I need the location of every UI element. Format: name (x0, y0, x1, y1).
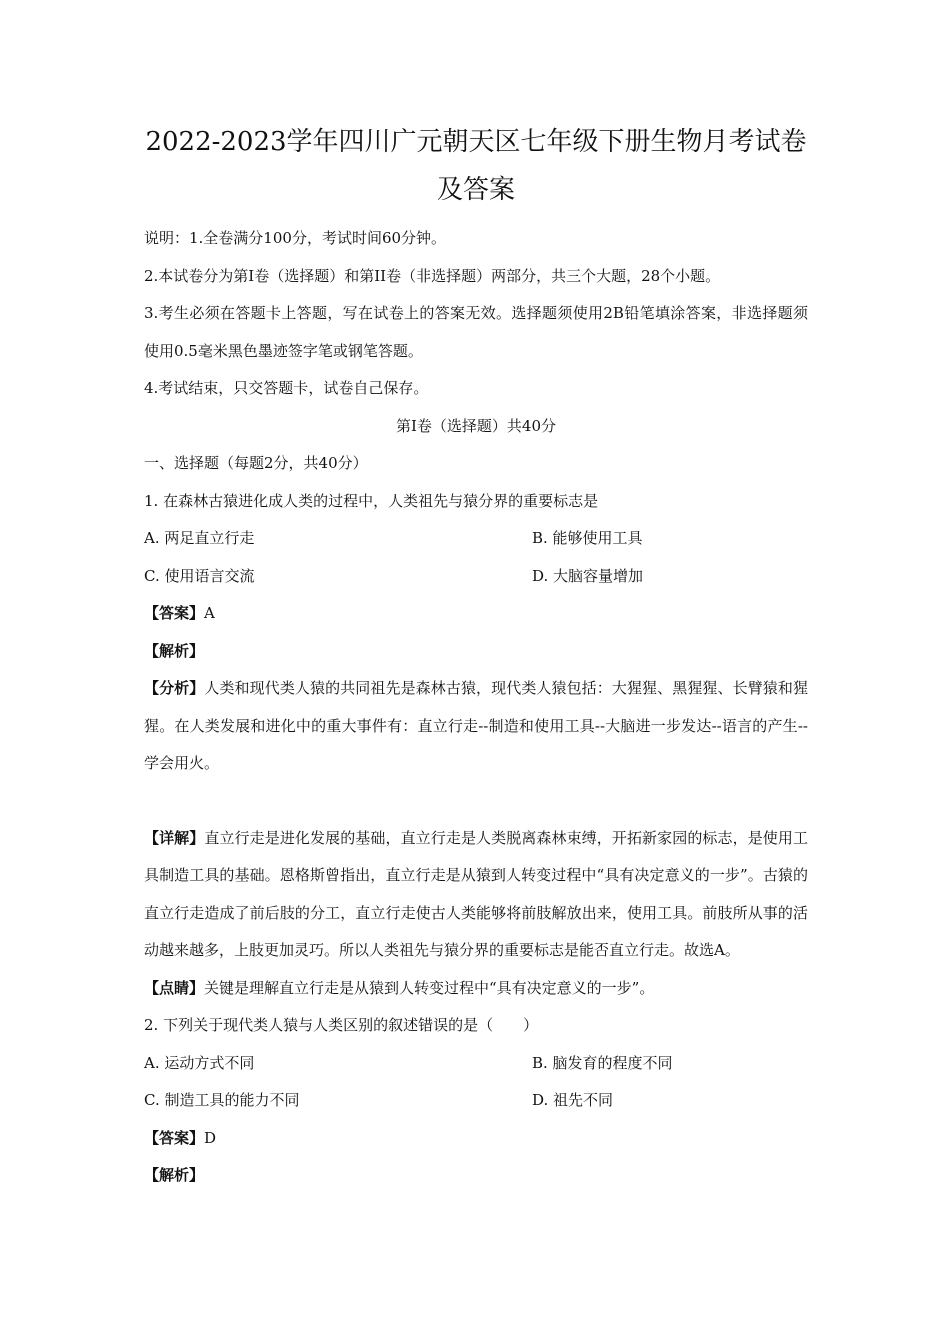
note-4: 4.考试结束，只交答题卡，试卷自己保存。 (144, 379, 429, 397)
question-2-option-c: C. 制造工具的能力不同 (144, 1091, 300, 1109)
spacer (144, 783, 808, 820)
section-header: 第I卷（选择题）共40分 (395, 416, 556, 435)
question-2-options-row-1 (144, 1045, 808, 1083)
question-1-option-d: D. 大脑容量增加 (532, 566, 644, 585)
question-1-analysis-tag: 【解析】 (144, 641, 205, 660)
question-2-stem: 2. 下列关于现代类人猿与人类区别的叙述错误的是（ ） (144, 1016, 539, 1034)
fenxi-tag: 【分析】 (144, 679, 205, 697)
question-1-fenxi-text: 人类和现代类人猿的共同祖先是森林古猿，现代类人猿包括：大猩猩、黑猩猩、长臂猿和猩猩。在人类发展和进化中的重大事件有：直立行走--制造和使用工具--大脑进一步发达--语言的产生--学会用火。 (144, 679, 808, 772)
question-1-stem: 1. 在森林古猿进化成人类的过程中，人类祖先与猿分界的重要标志是 (144, 491, 599, 510)
dianjing-tag: 【点睛】 (144, 978, 205, 997)
question-1-xiangjie (144, 820, 808, 970)
question-2-option-d: D. 祖先不同 (532, 1091, 614, 1109)
question-2-option-a: A. 运动方式不同 (144, 1053, 255, 1072)
note-1: 说明：1.全卷满分100分，考试时间60分钟。 (144, 229, 447, 247)
question-1-dianjing-text: 关键是理解直立行走是从猿到人转变过程中“具有决定意义的一步”。 (204, 978, 655, 997)
question-1-option-a: A. 两足直立行走 (144, 529, 255, 547)
question-1-options-row-1 (144, 520, 808, 558)
question-1-option-b: B. 能够使用工具 (532, 529, 643, 547)
part-title: 一、选择题（每题2分，共40分） (144, 454, 368, 472)
question-1-options-row-2 (144, 558, 808, 596)
question-1-xiangjie-text: 直立行走是进化发展的基础，直立行走是人类脱离森林束缚，开拓新家园的标志，是使用工具制造工具的基础。恩格斯曾指出，直立行走是从猿到人转变过程中“具有决定意义的一步”。古猿的直立行走造成了前后肢的分工，直立行走使古人类能够将前肢解放出来，使用工具。前肢所从事的活动越来越多，上肢更加灵巧。所以人类祖先与猿分界的重要标志是能否直立行走。故选A。 (144, 828, 808, 959)
question-2-answer (144, 1120, 808, 1158)
question-1-answer (144, 595, 808, 633)
question-2-options-row-2 (144, 1082, 808, 1120)
question-1-fenxi (144, 670, 808, 783)
answer-tag: 【答案】 (144, 604, 205, 622)
document-title: 2022-2023学年四川广元朝天区七年级下册生物月考试卷及答案 (145, 127, 807, 205)
document-page (144, 118, 808, 1195)
question-1-option-c: C. 使用语言交流 (144, 566, 255, 585)
question-1-dianjing (144, 970, 808, 1008)
question-1-answer-value: A (204, 604, 215, 622)
answer-tag: 【答案】 (144, 1128, 205, 1147)
question-2-answer-value: D (204, 1128, 217, 1147)
question-2-analysis-tag: 【解析】 (144, 1166, 205, 1184)
question-2-option-b: B. 脑发育的程度不同 (532, 1053, 673, 1072)
xiangjie-tag: 【详解】 (144, 828, 205, 847)
note-2: 2.本试卷分为第I卷（选择题）和第II卷（非选择题）两部分，共三个大题，28个小题。 (144, 266, 721, 285)
note-3: 3.考生必须在答题卡上答题，写在试卷上的答案无效。选择题须使用2B铅笔填涂答案，非选择题须使用0.5毫米黑色墨迹签字笔或钢笔答题。 (144, 304, 808, 360)
